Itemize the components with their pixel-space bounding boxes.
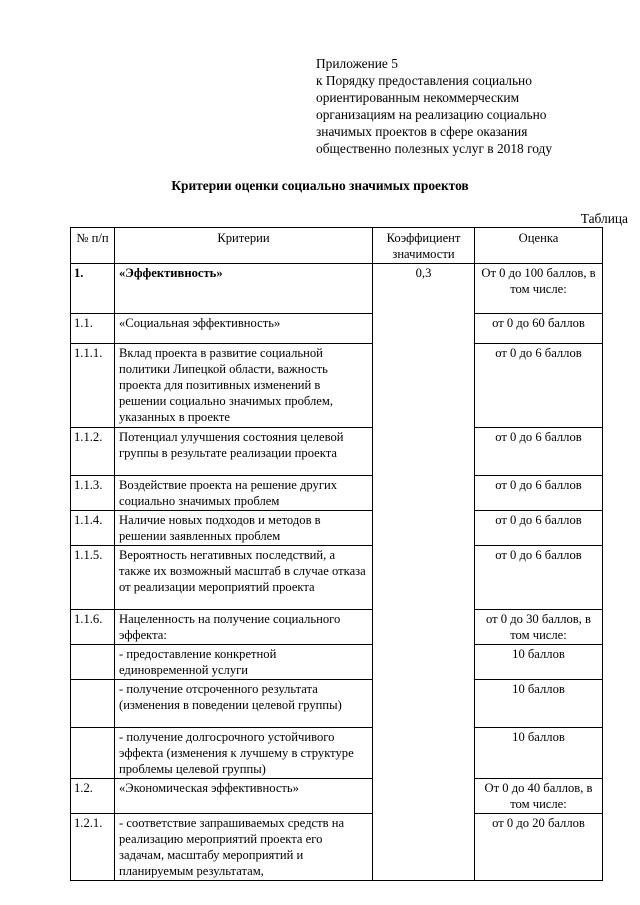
header-criteria: Критерии xyxy=(115,228,373,264)
document-title: Критерии оценки социально значимых проектов xyxy=(171,178,469,193)
row-criterion: Нацеленность на получение социального эффекта: xyxy=(115,610,373,645)
row-score: от 0 до 6 баллов xyxy=(475,428,603,476)
table-row xyxy=(71,476,603,511)
row-score: от 0 до 30 баллов, в том числе: xyxy=(475,610,603,645)
table-header-row xyxy=(71,228,603,264)
appendix-line: организациям на реализацию социально xyxy=(316,107,547,122)
row-criterion: Наличие новых подходов и методов в решении заявленных проблем xyxy=(115,511,373,546)
table-row xyxy=(71,344,603,428)
row-criterion: Вклад проекта в развитие социальной политики Липецкой области, важность проекта для позитивных изменений в решении социально значимых проблем, указанных в проекте xyxy=(115,344,373,428)
row-number: 1.1.6. xyxy=(71,610,115,645)
row-score: 10 баллов xyxy=(475,728,603,779)
row-number: 1.1. xyxy=(71,314,115,344)
row-number: 1.1.5. xyxy=(71,546,115,610)
row-number: 1.2. xyxy=(71,779,115,814)
table-row xyxy=(71,428,603,476)
appendix-line: общественно полезных услуг в 2018 году xyxy=(316,141,553,156)
appendix-line: Приложение 5 xyxy=(316,56,398,71)
appendix-line: к Порядку предоставления социально xyxy=(316,73,532,88)
table-label: Таблица xyxy=(580,211,628,226)
header-score: Оценка xyxy=(475,228,603,264)
appendix-line: значимых проектов в сфере оказания xyxy=(316,124,528,139)
row-number: 1.1.2. xyxy=(71,428,115,476)
header-number: № п/п xyxy=(71,228,115,264)
row-number: 1.1.4. xyxy=(71,511,115,546)
table-row xyxy=(71,546,603,610)
header-coefficient: Коэффициент значимости xyxy=(373,228,475,264)
row-score: от 0 до 6 баллов xyxy=(475,476,603,511)
row-number: 1. xyxy=(71,264,115,314)
row-score: от 0 до 6 баллов xyxy=(475,344,603,428)
row-number xyxy=(71,645,115,680)
row-criterion: Потенциал улучшения состояния целевой группы в результате реализации проекта xyxy=(115,428,373,476)
row-score: 10 баллов xyxy=(475,645,603,680)
row-number xyxy=(71,728,115,779)
table-row xyxy=(71,511,603,546)
row-score: от 0 до 20 баллов xyxy=(475,814,603,881)
table-row xyxy=(71,264,603,314)
row-score: от 0 до 60 баллов xyxy=(475,314,603,344)
row-criterion: - получение долгосрочного устойчивого эффекта (изменения к лучшему в структуре проблемы целевой группы) xyxy=(115,728,373,779)
row-score: 10 баллов xyxy=(475,680,603,728)
appendix-header xyxy=(316,55,616,157)
table-row xyxy=(71,814,603,881)
coefficient-cell: 0,3 xyxy=(373,264,475,881)
row-criterion: «Экономическая эффективность» xyxy=(115,779,373,814)
row-number: 1.2.1. xyxy=(71,814,115,881)
row-criterion: «Социальная эффективность» xyxy=(115,314,373,344)
row-number xyxy=(71,680,115,728)
row-criterion: - предоставление конкретной единовременной услуги xyxy=(115,645,373,680)
table-row xyxy=(71,680,603,728)
row-criterion: Воздействие проекта на решение других социально значимых проблем xyxy=(115,476,373,511)
appendix-line: ориентированным некоммерческим xyxy=(316,90,520,105)
table-row xyxy=(71,728,603,779)
row-number: 1.1.3. xyxy=(71,476,115,511)
row-criterion: - соответствие запрашиваемых средств на реализацию мероприятий проекта его задачам, масштабу мероприятий и планируемым результатам, xyxy=(115,814,373,881)
row-number: 1.1.1. xyxy=(71,344,115,428)
table-row xyxy=(71,314,603,344)
row-criterion: Вероятность негативных последствий, а также их возможный масштаб в случае отказа от реализации мероприятий проекта xyxy=(115,546,373,610)
row-score: От 0 до 40 баллов, в том числе: xyxy=(475,779,603,814)
row-criterion: «Эффективность» xyxy=(115,264,373,314)
table-row xyxy=(71,645,603,680)
table-row xyxy=(71,779,603,814)
row-score: от 0 до 6 баллов xyxy=(475,511,603,546)
row-score: от 0 до 6 баллов xyxy=(475,546,603,610)
table-row xyxy=(71,610,603,645)
criteria-table xyxy=(70,227,603,881)
row-score: От 0 до 100 баллов, в том числе: xyxy=(475,264,603,314)
row-criterion: - получение отсроченного результата (изменения в поведении целевой группы) xyxy=(115,680,373,728)
